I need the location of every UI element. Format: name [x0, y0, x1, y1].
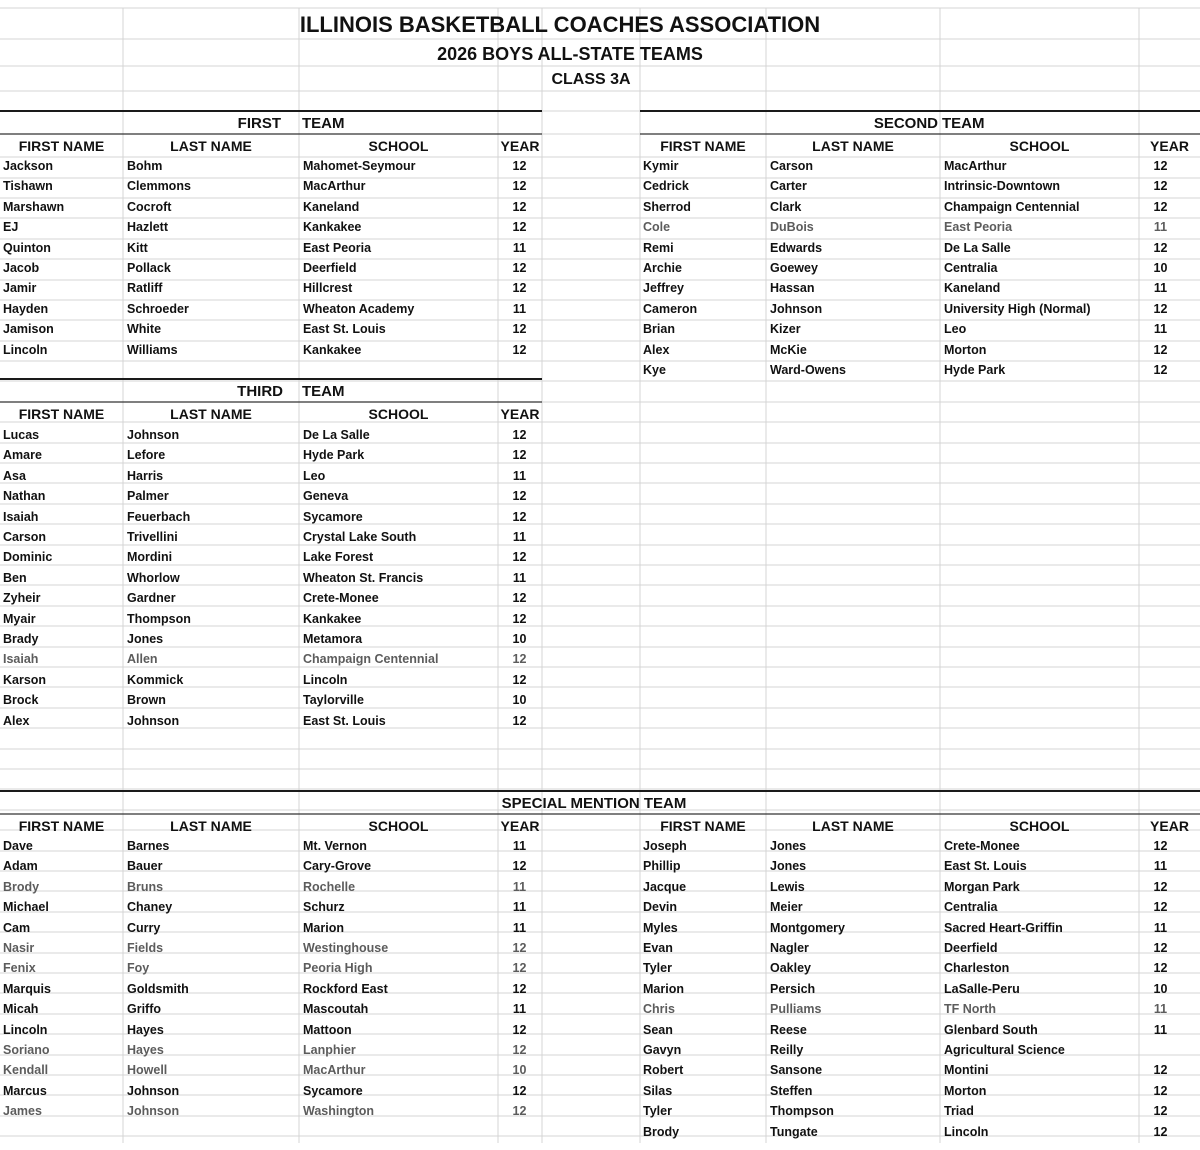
special-left-cell-last-name: Johnson	[127, 1084, 180, 1098]
first-team-cell-last-name: Ratliff	[127, 281, 163, 295]
header-year: YEAR	[1150, 138, 1189, 154]
page-title: ILLINOIS BASKETBALL COACHES ASSOCIATION	[299, 12, 821, 37]
special-left-cell-year: 12	[512, 982, 527, 996]
special-left-cell-last-name: Griffo	[127, 1002, 162, 1016]
special-left-cell-first-name: Dave	[3, 839, 33, 853]
second-team-cell-year: 12	[1153, 241, 1168, 255]
second-team-cell-school: East Peoria	[944, 220, 1013, 234]
special-right-cell-last-name: Reese	[770, 1023, 807, 1037]
third-team-cell-school: Crete-Monee	[303, 591, 379, 605]
special-right-cell-first-name: Phillip	[643, 859, 681, 873]
header-first-name: FIRST NAME	[18, 138, 105, 154]
third-team-cell-year: 12	[512, 448, 527, 462]
special-left-cell-last-name: Barnes	[127, 839, 170, 853]
third-team-cell-school: Kankakee	[303, 612, 362, 626]
header-last-name: LAST NAME	[170, 406, 252, 422]
special-left-cell-first-name: Kendall	[3, 1063, 49, 1077]
third-team-cell-year: 11	[512, 469, 527, 483]
second-team-cell-year: 11	[1153, 220, 1168, 234]
header-last-name: LAST NAME	[812, 138, 894, 154]
second-team-cell-last-name: Goewey	[770, 261, 818, 275]
third-team-cell-last-name: Harris	[127, 469, 164, 483]
second-team-cell-year: 11	[1153, 322, 1168, 336]
third-team-cell-first-name: Brock	[3, 693, 39, 707]
special-right-cell-school: Lincoln	[944, 1125, 989, 1139]
first-team-cell-school: MacArthur	[303, 179, 366, 193]
special-right-cell-first-name: Robert	[643, 1063, 684, 1077]
special-left-cell-last-name: Fields	[127, 941, 164, 955]
special-right-cell-first-name: Tyler	[643, 1104, 672, 1118]
second-team-cell-school: Intrinsic-Downtown	[944, 179, 1060, 193]
third-team-label: THIRD	[237, 383, 283, 400]
special-right-cell-last-name: Jones	[770, 839, 807, 853]
first-team-cell-year: 12	[512, 220, 527, 234]
header-school: SCHOOL	[1009, 138, 1070, 154]
second-team-cell-school: Centralia	[944, 261, 998, 275]
special-right-cell-last-name: Thompson	[770, 1104, 834, 1118]
special-left-cell-school: Cary-Grove	[303, 859, 372, 873]
second-team-cell-year: 12	[1153, 159, 1168, 173]
third-team-cell-last-name: Palmer	[127, 489, 169, 503]
third-team-cell-school: Leo	[303, 469, 326, 483]
second-team-cell-last-name: Kizer	[770, 322, 801, 336]
third-team-cell-last-name: Thompson	[127, 612, 191, 626]
special-left-cell-school: MacArthur	[303, 1063, 366, 1077]
special-right-cell-school: Agricultural Science	[944, 1043, 1065, 1057]
first-team-cell-first-name: Hayden	[3, 302, 49, 316]
third-team-cell-last-name: Mordini	[127, 550, 173, 564]
header-first-name: FIRST NAME	[660, 138, 746, 154]
first-team-cell-year: 12	[512, 322, 527, 336]
special-right-cell-school: Deerfield	[944, 941, 998, 955]
third-team-cell-first-name: Ben	[3, 571, 27, 585]
special-left-cell-first-name: Michael	[3, 900, 49, 914]
third-team-cell-year: 12	[512, 428, 527, 442]
special-right-cell-first-name: Myles	[643, 921, 678, 935]
special-right-cell-last-name: Sansone	[770, 1063, 823, 1077]
special-left-cell-year: 12	[512, 1023, 527, 1037]
first-team-cell-school: Kankakee	[303, 220, 362, 234]
second-team-cell-year: 10	[1153, 261, 1168, 275]
third-team-cell-first-name: Dominic	[3, 550, 53, 564]
first-team-cell-school: Wheaton Academy	[303, 302, 415, 316]
special-right-cell-year: 11	[1153, 859, 1168, 873]
second-team-label: SECOND	[873, 115, 938, 132]
special-left-cell-school: Mt. Vernon	[303, 839, 367, 853]
special-left-cell-year: 11	[512, 921, 527, 935]
special-right-cell-year: 12	[1153, 1125, 1168, 1139]
first-team-cell-last-name: Pollack	[127, 261, 171, 275]
second-team-cell-first-name: Brian	[643, 322, 675, 336]
third-team-cell-school: Sycamore	[303, 510, 363, 524]
third-team-cell-last-name: Johnson	[127, 714, 180, 728]
third-team-cell-first-name: Brady	[3, 632, 39, 646]
header-first-name: FIRST NAME	[660, 818, 746, 834]
special-left-cell-year: 12	[512, 859, 527, 873]
third-team-cell-school: Taylorville	[303, 693, 364, 707]
second-team-cell-last-name: DuBois	[770, 220, 814, 234]
special-right-cell-school: TF North	[944, 1002, 997, 1016]
special-right-cell-school: Sacred Heart-Griffin	[944, 921, 1063, 935]
third-team-cell-first-name: Nathan	[3, 489, 46, 503]
second-team-cell-school: Morton	[944, 343, 987, 357]
special-right-cell-last-name: Steffen	[770, 1084, 813, 1098]
second-team-label-suffix: TEAM	[942, 115, 985, 132]
first-team-label-suffix: TEAM	[302, 115, 345, 132]
header-last-name: LAST NAME	[170, 818, 252, 834]
second-team-cell-year: 12	[1153, 343, 1168, 357]
third-team-cell-first-name: Isaiah	[3, 510, 39, 524]
third-team-cell-first-name: Myair	[3, 612, 36, 626]
third-team-cell-first-name: Carson	[3, 530, 47, 544]
special-left-cell-last-name: Foy	[127, 961, 150, 975]
first-team-cell-school: Mahomet-Seymour	[303, 159, 416, 173]
third-team-cell-year: 11	[512, 530, 527, 544]
second-team-cell-first-name: Cole	[643, 220, 671, 234]
first-team-cell-year: 12	[512, 200, 527, 214]
class-label: CLASS 3A	[551, 71, 631, 88]
third-team-cell-last-name: Johnson	[127, 428, 180, 442]
third-team-cell-school: Lincoln	[303, 673, 348, 687]
first-team-cell-first-name: Jackson	[3, 159, 54, 173]
special-left-cell-first-name: Nasir	[3, 941, 35, 955]
special-left-cell-year: 11	[512, 839, 527, 853]
special-left-cell-school: Sycamore	[303, 1084, 363, 1098]
second-team-cell-school: Kaneland	[944, 281, 1001, 295]
special-left-cell-first-name: Marcus	[3, 1084, 47, 1098]
special-left-cell-last-name: Bruns	[127, 880, 164, 894]
special-right-cell-school: Centralia	[944, 900, 998, 914]
special-right-cell-year: 12	[1153, 839, 1168, 853]
special-left-cell-year: 12	[512, 1043, 527, 1057]
special-right-cell-first-name: Gavyn	[643, 1043, 682, 1057]
special-right-cell-last-name: Oakley	[770, 961, 812, 975]
special-left-cell-school: Rochelle	[303, 880, 356, 894]
special-right-cell-year: 11	[1153, 1023, 1168, 1037]
third-team-cell-first-name: Isaiah	[3, 652, 39, 666]
special-left-cell-year: 11	[512, 1002, 527, 1016]
third-team-cell-first-name: Alex	[3, 714, 30, 728]
special-right-cell-school: East St. Louis	[944, 859, 1027, 873]
first-team-cell-year: 12	[512, 343, 527, 357]
special-left-cell-year: 12	[512, 961, 527, 975]
first-team-cell-last-name: Cocroft	[127, 200, 172, 214]
special-right-cell-school: Montini	[944, 1063, 989, 1077]
second-team-cell-last-name: Carson	[770, 159, 814, 173]
special-left-cell-last-name: Chaney	[127, 900, 173, 914]
special-left-cell-school: Mattoon	[303, 1023, 352, 1037]
second-team-cell-last-name: Clark	[770, 200, 802, 214]
special-left-cell-school: Lanphier	[303, 1043, 356, 1057]
first-team-cell-last-name: Schroeder	[127, 302, 189, 316]
special-right-cell-last-name: Tungate	[770, 1125, 818, 1139]
special-left-cell-year: 11	[512, 900, 527, 914]
special-left-cell-first-name: James	[3, 1104, 42, 1118]
third-team-cell-school: De La Salle	[303, 428, 370, 442]
header-school: SCHOOL	[368, 138, 429, 154]
special-right-cell-first-name: Devin	[643, 900, 678, 914]
special-left-cell-first-name: Micah	[3, 1002, 39, 1016]
third-team-cell-school: Lake Forest	[303, 550, 374, 564]
first-team-cell-school: Hillcrest	[303, 281, 353, 295]
third-team-cell-school: Wheaton St. Francis	[303, 571, 424, 585]
third-team-cell-last-name: Gardner	[127, 591, 176, 605]
second-team-cell-last-name: Hassan	[770, 281, 815, 295]
special-left-cell-first-name: Lincoln	[3, 1023, 48, 1037]
special-left-cell-first-name: Adam	[3, 859, 38, 873]
special-left-cell-school: Washington	[303, 1104, 375, 1118]
first-team-cell-first-name: Quinton	[3, 241, 51, 255]
header-school: SCHOOL	[368, 406, 429, 422]
second-team-cell-last-name: Carter	[770, 179, 807, 193]
third-team-cell-school: Geneva	[303, 489, 349, 503]
special-right-cell-year: 12	[1153, 961, 1168, 975]
special-right-cell-last-name: Nagler	[770, 941, 809, 955]
special-right-cell-first-name: Brody	[643, 1125, 680, 1139]
special-right-cell-year: 11	[1153, 921, 1168, 935]
first-team-cell-last-name: White	[127, 322, 162, 336]
special-right-cell-year: 12	[1153, 900, 1168, 914]
special-right-cell-first-name: Marion	[643, 982, 684, 996]
second-team-cell-school: MacArthur	[944, 159, 1007, 173]
special-mention-label: SPECIAL MENTION TEAM	[501, 795, 687, 812]
special-left-cell-school: Rockford East	[303, 982, 388, 996]
special-right-cell-year: 12	[1153, 1104, 1168, 1118]
second-team-cell-first-name: Kye	[643, 363, 666, 377]
first-team-cell-last-name: Kitt	[127, 241, 148, 255]
second-team-cell-last-name: Edwards	[770, 241, 823, 255]
first-team-cell-last-name: Clemmons	[127, 179, 191, 193]
special-left-cell-year: 12	[512, 941, 527, 955]
third-team-cell-year: 12	[512, 714, 527, 728]
special-left-cell-year: 12	[512, 1104, 527, 1118]
special-right-cell-school: Morton	[944, 1084, 987, 1098]
second-team-cell-school: Hyde Park	[944, 363, 1006, 377]
special-left-cell-school: Peoria High	[303, 961, 373, 975]
special-right-cell-first-name: Chris	[643, 1002, 675, 1016]
second-team-cell-year: 12	[1153, 302, 1168, 316]
special-right-cell-year: 12	[1153, 1063, 1168, 1077]
third-team-cell-school: East St. Louis	[303, 714, 386, 728]
third-team-cell-school: Champaign Centennial	[303, 652, 439, 666]
special-right-cell-first-name: Sean	[643, 1023, 673, 1037]
header-year: YEAR	[500, 818, 540, 834]
first-team-cell-last-name: Hazlett	[127, 220, 168, 234]
special-right-cell-year: 12	[1153, 941, 1168, 955]
special-right-cell-school: Charleston	[944, 961, 1010, 975]
third-team-cell-last-name: Kommick	[127, 673, 184, 687]
header-school: SCHOOL	[1009, 818, 1070, 834]
special-left-cell-last-name: Hayes	[127, 1023, 164, 1037]
first-team-cell-school: East Peoria	[303, 241, 372, 255]
special-left-cell-year: 11	[512, 880, 527, 894]
first-team-cell-first-name: Tishawn	[3, 179, 53, 193]
first-team-cell-school: Kankakee	[303, 343, 362, 357]
special-right-cell-school: Glenbard South	[944, 1023, 1038, 1037]
third-team-cell-year: 11	[512, 571, 527, 585]
special-right-cell-first-name: Evan	[643, 941, 673, 955]
second-team-cell-year: 12	[1153, 179, 1168, 193]
special-right-cell-last-name: Lewis	[770, 880, 805, 894]
third-team-cell-last-name: Lefore	[127, 448, 166, 462]
special-right-cell-last-name: Persich	[770, 982, 816, 996]
special-left-cell-last-name: Hayes	[127, 1043, 164, 1057]
third-team-cell-year: 12	[512, 510, 527, 524]
third-team-cell-school: Crystal Lake South	[303, 530, 417, 544]
third-team-cell-last-name: Jones	[127, 632, 164, 646]
special-left-cell-first-name: Marquis	[3, 982, 51, 996]
header-school: SCHOOL	[368, 818, 429, 834]
third-team-cell-school: Hyde Park	[303, 448, 365, 462]
special-left-cell-school: Marion	[303, 921, 344, 935]
second-team-cell-school: University High (Normal)	[944, 302, 1091, 316]
third-team-cell-last-name: Feuerbach	[127, 510, 191, 524]
special-left-cell-last-name: Howell	[127, 1063, 168, 1077]
first-team-cell-last-name: Bohm	[127, 159, 163, 173]
third-team-cell-first-name: Karson	[3, 673, 47, 687]
first-team-cell-year: 11	[512, 302, 527, 316]
special-left-cell-first-name: Soriano	[3, 1043, 50, 1057]
special-right-cell-last-name: Jones	[770, 859, 807, 873]
second-team-cell-last-name: Johnson	[770, 302, 823, 316]
second-team-cell-first-name: Jeffrey	[643, 281, 684, 295]
header-first-name: FIRST NAME	[18, 406, 105, 422]
third-team-cell-year: 12	[512, 612, 527, 626]
third-team-cell-last-name: Trivellini	[127, 530, 178, 544]
special-left-cell-school: Mascoutah	[303, 1002, 369, 1016]
special-right-cell-school: Morgan Park	[944, 880, 1020, 894]
first-team-cell-first-name: Jacob	[3, 261, 40, 275]
special-left-cell-year: 12	[512, 1084, 527, 1098]
third-team-cell-last-name: Allen	[127, 652, 158, 666]
header-last-name: LAST NAME	[170, 138, 252, 154]
third-team-cell-year: 12	[512, 591, 527, 605]
first-team-cell-last-name: Williams	[127, 343, 178, 357]
header-last-name: LAST NAME	[812, 818, 894, 834]
special-left-cell-school: Westinghouse	[303, 941, 389, 955]
second-team-cell-year: 11	[1153, 281, 1168, 295]
special-right-cell-school: Crete-Monee	[944, 839, 1020, 853]
first-team-cell-first-name: Jamir	[3, 281, 37, 295]
first-team-cell-year: 12	[512, 179, 527, 193]
special-left-cell-first-name: Cam	[3, 921, 31, 935]
third-team-cell-first-name: Lucas	[3, 428, 40, 442]
second-team-cell-school: Champaign Centennial	[944, 200, 1080, 214]
special-left-cell-first-name: Fenix	[3, 961, 36, 975]
second-team-cell-first-name: Archie	[643, 261, 682, 275]
special-right-cell-school: LaSalle-Peru	[944, 982, 1020, 996]
first-team-cell-first-name: Jamison	[3, 322, 54, 336]
third-team-cell-year: 12	[512, 673, 527, 687]
third-team-cell-year: 10	[512, 632, 527, 646]
first-team-cell-year: 12	[512, 261, 527, 275]
special-left-cell-last-name: Goldsmith	[127, 982, 189, 996]
first-team-cell-year: 11	[512, 241, 527, 255]
second-team-cell-year: 12	[1153, 363, 1168, 377]
first-team-cell-first-name: EJ	[3, 220, 19, 234]
third-team-cell-first-name: Amare	[3, 448, 42, 462]
first-team-cell-school: East St. Louis	[303, 322, 386, 336]
special-left-cell-last-name: Bauer	[127, 859, 163, 873]
second-team-cell-last-name: McKie	[770, 343, 807, 357]
special-right-cell-year: 12	[1153, 880, 1168, 894]
third-team-cell-last-name: Brown	[127, 693, 166, 707]
first-team-label: FIRST	[237, 115, 281, 132]
special-right-cell-first-name: Jacque	[643, 880, 687, 894]
second-team-cell-first-name: Cedrick	[643, 179, 689, 193]
second-team-cell-first-name: Kymir	[643, 159, 679, 173]
special-right-cell-school: Triad	[944, 1104, 974, 1118]
first-team-cell-year: 12	[512, 159, 527, 173]
second-team-cell-last-name: Ward-Owens	[770, 363, 846, 377]
third-team-cell-first-name: Zyheir	[3, 591, 41, 605]
special-right-cell-year: 11	[1153, 1002, 1168, 1016]
third-team-cell-year: 12	[512, 550, 527, 564]
third-team-cell-year: 12	[512, 652, 527, 666]
special-left-cell-last-name: Curry	[127, 921, 161, 935]
first-team-cell-school: Deerfield	[303, 261, 357, 275]
first-team-cell-first-name: Marshawn	[3, 200, 65, 214]
special-left-cell-first-name: Brody	[3, 880, 40, 894]
second-team-cell-year: 12	[1153, 200, 1168, 214]
special-right-cell-last-name: Montgomery	[770, 921, 845, 935]
first-team-cell-year: 12	[512, 281, 527, 295]
special-right-cell-first-name: Tyler	[643, 961, 672, 975]
second-team-cell-first-name: Sherrod	[643, 200, 691, 214]
header-first-name: FIRST NAME	[18, 818, 105, 834]
special-left-cell-last-name: Johnson	[127, 1104, 180, 1118]
second-team-cell-school: De La Salle	[944, 241, 1011, 255]
second-team-cell-school: Leo	[944, 322, 967, 336]
third-team-cell-year: 10	[512, 693, 527, 707]
special-right-cell-last-name: Reilly	[770, 1043, 804, 1057]
special-right-cell-last-name: Pulliams	[770, 1002, 822, 1016]
header-year: YEAR	[1150, 818, 1189, 834]
header-year: YEAR	[500, 138, 540, 154]
first-team-cell-first-name: Lincoln	[3, 343, 48, 357]
third-team-cell-first-name: Asa	[3, 469, 26, 483]
page-subtitle: 2026 BOYS ALL-STATE TEAMS	[437, 44, 703, 64]
special-right-cell-last-name: Meier	[770, 900, 803, 914]
special-right-cell-first-name: Silas	[643, 1084, 673, 1098]
third-team-cell-school: Metamora	[303, 632, 363, 646]
header-year: YEAR	[500, 406, 540, 422]
special-left-cell-school: Schurz	[303, 900, 345, 914]
second-team-cell-first-name: Cameron	[643, 302, 698, 316]
third-team-cell-year: 12	[512, 489, 527, 503]
third-team-label-suffix: TEAM	[302, 383, 345, 400]
first-team-cell-school: Kaneland	[303, 200, 360, 214]
special-left-cell-year: 10	[512, 1063, 527, 1077]
second-team-cell-first-name: Alex	[643, 343, 670, 357]
third-team-cell-last-name: Whorlow	[127, 571, 180, 585]
special-right-cell-year: 10	[1153, 982, 1168, 996]
special-right-cell-year: 12	[1153, 1084, 1168, 1098]
special-right-cell-first-name: Joseph	[643, 839, 687, 853]
second-team-cell-first-name: Remi	[643, 241, 674, 255]
